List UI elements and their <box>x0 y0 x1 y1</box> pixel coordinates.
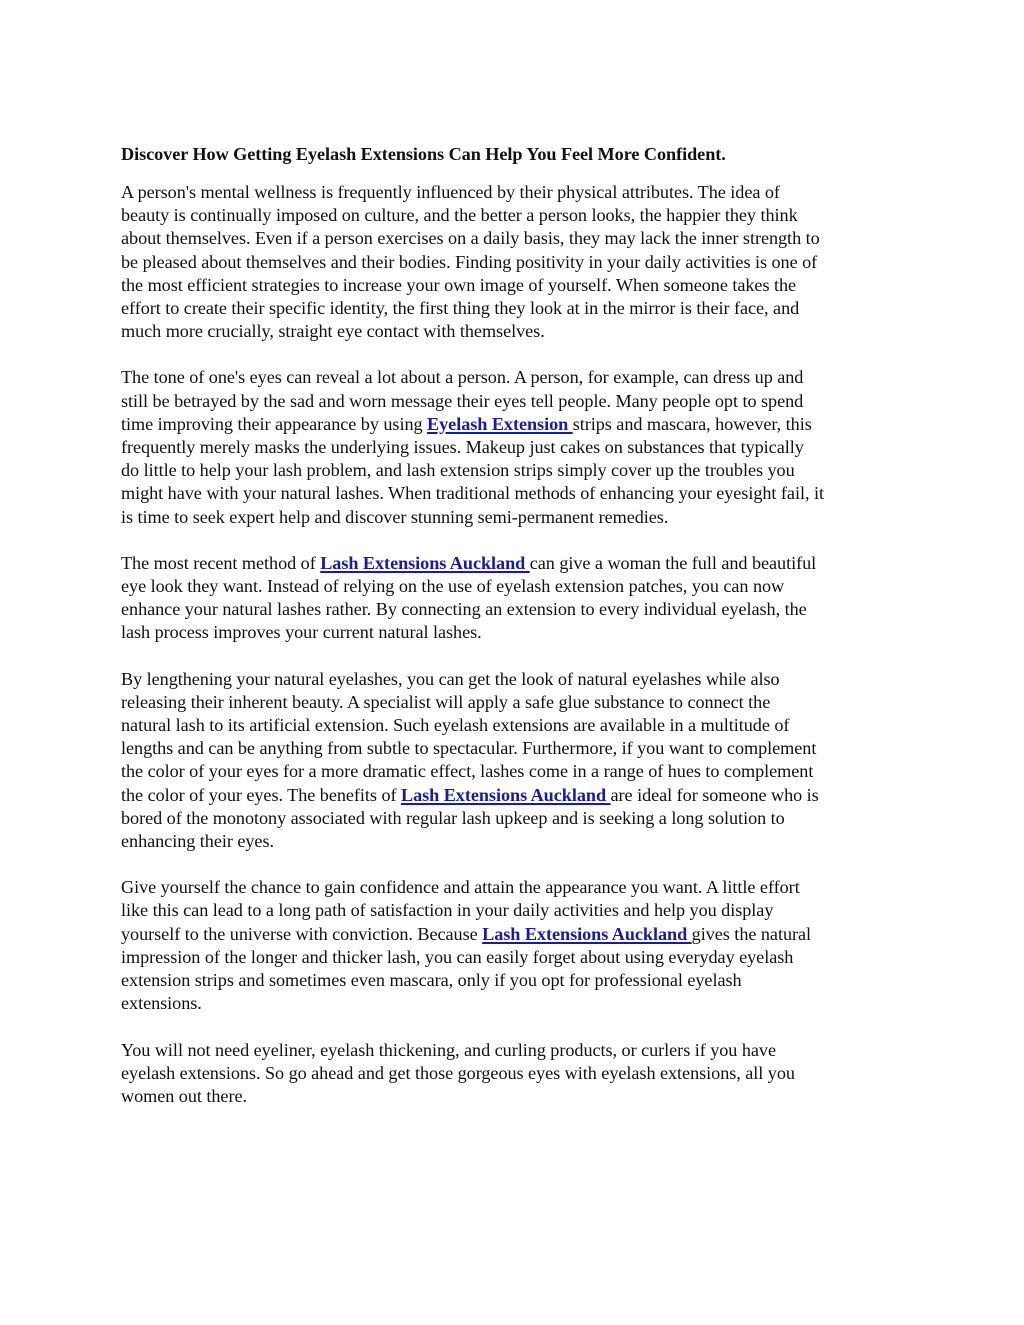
text-line: eye look they want. Instead of relying on the use of eyelash extension patches, you can now <box>121 576 785 597</box>
text-line: natural lash to its artificial extension. Such eyelash extensions are available in a multitude of <box>121 715 790 736</box>
paragraph-5 <box>121 876 911 1015</box>
text-line: might have with your natural lashes. When traditional methods of enhancing your eyesight fail, it <box>121 483 824 504</box>
text-segment: time improving their appearance by using <box>121 413 428 434</box>
text-line: releasing their inherent beauty. A specialist will apply a safe glue substance to connect the <box>121 691 771 712</box>
text-segment: gives the natural <box>691 923 812 944</box>
paragraph-2 <box>121 366 911 528</box>
text-line: You will not need eyeliner, eyelash thickening, and curling products, or curlers if you have <box>121 1039 776 1060</box>
text-segment: can give a woman the full and beautiful <box>529 552 817 573</box>
text-line: The tone of one's eyes can reveal a lot about a person. A person, for example, can dress up and <box>121 367 804 388</box>
text-line: is time to seek expert help and discover stunning semi-permanent remedies. <box>121 506 669 527</box>
text-line: about themselves. Even if a person exercises on a daily basis, they may lack the inner strength to <box>121 228 820 249</box>
text-segment: are ideal for someone who is <box>610 784 819 805</box>
text-line: lengths and can be anything from subtle to spectacular. Furthermore, if you want to complement <box>121 738 817 759</box>
text-line: bored of the monotony associated with regular lash upkeep and is seeking a long solution to <box>121 807 785 828</box>
text-line: much more crucially, straight eye contact with themselves. <box>121 321 545 342</box>
eyelash-extension-link[interactable]: Eyelash Extension <box>427 413 573 434</box>
paragraph-1 <box>121 181 911 343</box>
text-line: effort to create their specific identity, the first thing they look at in the mirror is their face, and <box>121 298 800 319</box>
text-line: extension strips and sometimes even mascara, only if you opt for professional eyelash <box>121 970 742 991</box>
text-line: impression of the longer and thicker lash, you can easily forget about using everyday eyelash <box>121 946 794 967</box>
text-line <box>121 552 911 575</box>
text-line: By lengthening your natural eyelashes, you can get the look of natural eyelashes while also <box>121 668 780 689</box>
text-segment: the color of your eyes. The benefits of <box>121 784 401 805</box>
paragraph-6 <box>121 1039 911 1109</box>
text-segment: The most recent method of <box>121 552 321 573</box>
text-line: do little to help your lash problem, and lash extension strips simply cover up the troubles you <box>121 460 795 481</box>
lash-extensions-auckland-link-3[interactable]: Lash Extensions Auckland <box>482 923 692 944</box>
lash-extensions-auckland-link-1[interactable]: Lash Extensions Auckland <box>320 552 530 573</box>
document-title: Discover How Getting Eyelash Extensions Can Help You Feel More Confident. <box>121 144 726 164</box>
text-line: extensions. <box>121 993 202 1014</box>
text-line: women out there. <box>121 1085 247 1106</box>
text-line: Give yourself the chance to gain confidence and attain the appearance you want. A little effort <box>121 877 800 898</box>
text-line: the color of your eyes for a more dramatic effect, lashes come in a range of hues to complement <box>121 761 814 782</box>
text-line: be pleased about themselves and their bodies. Finding positivity in your daily activities is one of <box>121 251 818 272</box>
text-line: enhancing their eyes. <box>121 831 274 852</box>
text-line: still be betrayed by the sad and worn message their eyes tell people. Many people opt to spend <box>121 390 804 411</box>
document-page <box>121 143 911 1131</box>
text-line: A person's mental wellness is frequently influenced by their physical attributes. The idea of <box>121 182 780 202</box>
text-segment: yourself to the universe with conviction. Because <box>121 923 483 944</box>
text-line: enhance your natural lashes rather. By connecting an extension to every individual eyelash, the <box>121 599 807 620</box>
text-line: like this can lead to a long path of satisfaction in your daily activities and help you display <box>121 900 774 921</box>
paragraph-4 <box>121 668 911 854</box>
text-line: the most efficient strategies to increase your own image of yourself. When someone takes the <box>121 274 797 295</box>
text-line <box>121 784 911 807</box>
text-line: frequently merely masks the underlying issues. Makeup just cakes on substances that typically <box>121 437 804 458</box>
text-segment: strips and mascara, however, this <box>572 413 812 434</box>
text-line: beauty is continually imposed on culture, and the better a person looks, the happier they think <box>121 205 798 226</box>
text-line <box>121 923 911 946</box>
paragraph-3 <box>121 552 911 645</box>
text-line <box>121 413 911 436</box>
lash-extensions-auckland-link-2[interactable]: Lash Extensions Auckland <box>401 784 611 805</box>
text-line: eyelash extensions. So go ahead and get those gorgeous eyes with eyelash extensions, all you <box>121 1062 795 1083</box>
text-line: lash process improves your current natural lashes. <box>121 622 482 643</box>
